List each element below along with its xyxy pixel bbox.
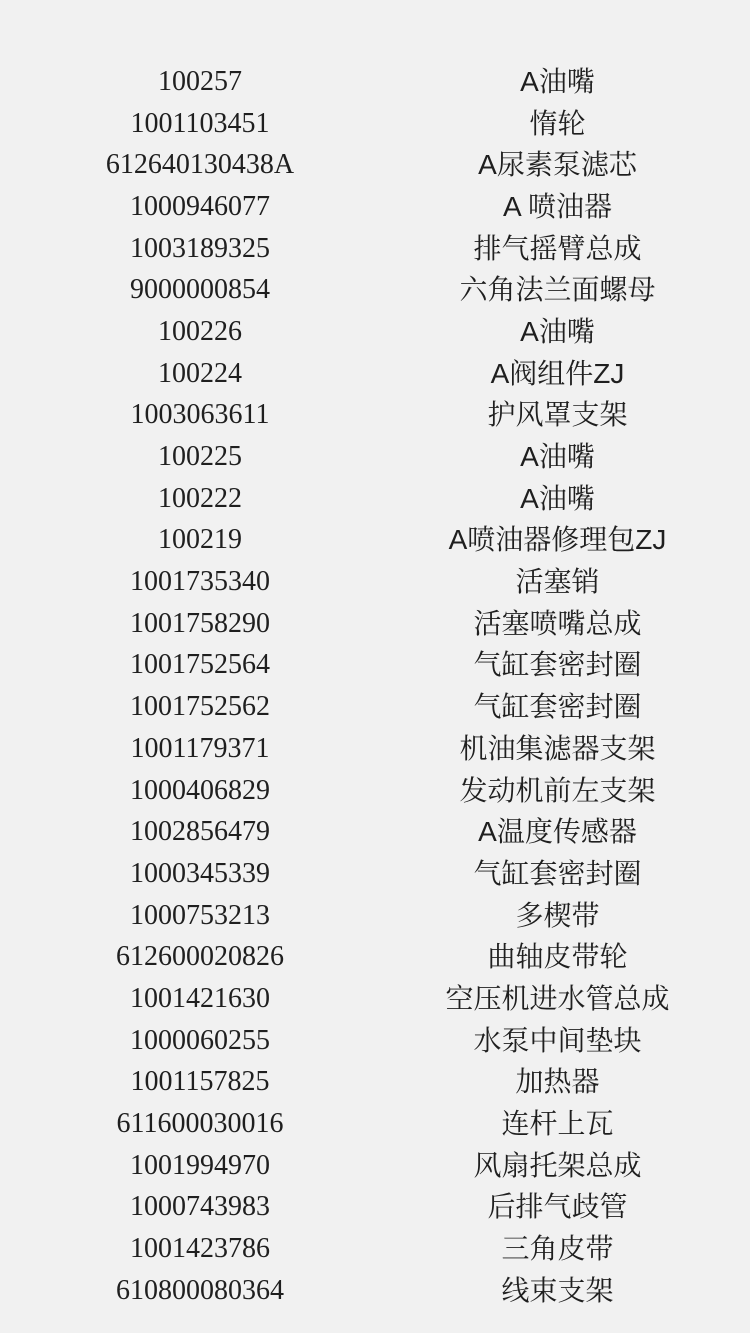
part-number-cell: 1001752564 bbox=[130, 649, 270, 681]
part-number-cell: 100224 bbox=[158, 357, 242, 389]
part-name-cell: 气缸套密封圈 bbox=[473, 649, 642, 681]
part-name-cell: A油嘴 bbox=[520, 65, 595, 97]
part-name-cell: A油嘴 bbox=[520, 482, 595, 514]
table-row bbox=[0, 395, 715, 437]
part-number-cell: 1001752562 bbox=[130, 691, 270, 723]
part-number-cell: 100219 bbox=[158, 524, 242, 556]
part-name-cell: 风扇托架总成 bbox=[473, 1149, 642, 1181]
part-number-cell: 1000743983 bbox=[130, 1191, 270, 1223]
part-number-cell: 9000000854 bbox=[130, 274, 270, 306]
part-number-cell: 1002856479 bbox=[130, 816, 270, 848]
table-row bbox=[0, 853, 715, 895]
table-row bbox=[0, 1062, 715, 1104]
part-name-cell: 三角皮带 bbox=[501, 1233, 614, 1265]
table-row bbox=[0, 1270, 715, 1312]
table-row bbox=[0, 436, 715, 478]
part-number-cell: 610800080364 bbox=[116, 1274, 284, 1306]
part-number-cell: 100222 bbox=[158, 482, 242, 514]
part-number-cell: 1003189325 bbox=[130, 232, 270, 264]
table-row bbox=[0, 1103, 715, 1145]
table-row bbox=[0, 811, 715, 853]
part-number-cell: 1000406829 bbox=[130, 774, 270, 806]
table-row bbox=[0, 603, 715, 645]
part-number-cell: 1001994970 bbox=[130, 1149, 270, 1181]
part-name-cell: A油嘴 bbox=[520, 315, 595, 347]
table-row bbox=[0, 561, 715, 603]
table-row bbox=[0, 186, 715, 228]
part-name-cell: A尿素泵滤芯 bbox=[478, 149, 637, 181]
table-row bbox=[0, 478, 715, 520]
part-number-cell: 612640130438A bbox=[105, 149, 295, 181]
parts-table bbox=[0, 61, 715, 1312]
part-number-cell: 1001179371 bbox=[130, 732, 270, 764]
part-name-cell: 气缸套密封圈 bbox=[473, 857, 642, 889]
table-row bbox=[0, 353, 715, 395]
part-number-cell: 1001157825 bbox=[130, 1066, 270, 1098]
table-row bbox=[0, 520, 715, 562]
part-name-cell: A油嘴 bbox=[520, 441, 595, 473]
table-row bbox=[0, 269, 715, 311]
table-row bbox=[0, 1145, 715, 1187]
part-name-cell: 气缸套密封圈 bbox=[473, 691, 642, 723]
part-name-cell: 六角法兰面螺母 bbox=[459, 274, 656, 306]
part-number-cell: 1000753213 bbox=[130, 899, 270, 931]
part-number-cell: 1000060255 bbox=[130, 1024, 270, 1056]
part-name-cell: 加热器 bbox=[515, 1066, 600, 1098]
part-number-cell: 1000345339 bbox=[130, 857, 270, 889]
part-number-cell: 1003063611 bbox=[130, 399, 270, 431]
part-number-cell: 1001103451 bbox=[130, 107, 270, 139]
part-name-cell: A温度传感器 bbox=[478, 816, 637, 848]
part-number-cell: 611600030016 bbox=[116, 1108, 284, 1140]
part-name-cell: 机油集滤器支架 bbox=[459, 732, 656, 764]
part-name-cell: 惰轮 bbox=[529, 107, 586, 139]
table-row bbox=[0, 103, 715, 145]
part-name-cell: 空压机进水管总成 bbox=[445, 982, 670, 1014]
table-row bbox=[0, 1187, 715, 1229]
table-row bbox=[0, 144, 715, 186]
part-name-cell: 护风罩支架 bbox=[487, 399, 628, 431]
table-row bbox=[0, 1020, 715, 1062]
part-name-cell: A 喷油器 bbox=[503, 190, 612, 222]
part-name-cell: 多楔带 bbox=[515, 899, 600, 931]
table-row bbox=[0, 686, 715, 728]
table-row bbox=[0, 311, 715, 353]
parts-table-body bbox=[0, 61, 715, 1312]
part-number-cell: 1001421630 bbox=[130, 982, 270, 1014]
part-number-cell: 1001735340 bbox=[130, 566, 270, 598]
part-name-cell: A喷油器修理包ZJ bbox=[448, 524, 667, 556]
part-number-cell: 1001758290 bbox=[130, 607, 270, 639]
part-name-cell: 发动机前左支架 bbox=[459, 774, 656, 806]
part-name-cell: 活塞销 bbox=[515, 566, 600, 598]
part-name-cell: 曲轴皮带轮 bbox=[487, 941, 628, 973]
part-number-cell: 1000946077 bbox=[130, 190, 270, 222]
part-name-cell: 水泵中间垫块 bbox=[473, 1024, 642, 1056]
table-row bbox=[0, 228, 715, 270]
table-row bbox=[0, 895, 715, 937]
table-row bbox=[0, 936, 715, 978]
part-name-cell: 排气摇臂总成 bbox=[473, 232, 642, 264]
table-row bbox=[0, 728, 715, 770]
table-row bbox=[0, 978, 715, 1020]
part-name-cell: A阀组件ZJ bbox=[490, 357, 625, 389]
part-name-cell: 连杆上瓦 bbox=[501, 1108, 614, 1140]
part-number-cell: 100226 bbox=[158, 315, 242, 347]
part-number-cell: 100225 bbox=[158, 441, 242, 473]
table-row bbox=[0, 645, 715, 687]
table-row bbox=[0, 1228, 715, 1270]
part-name-cell: 活塞喷嘴总成 bbox=[473, 607, 642, 639]
part-name-cell: 后排气歧管 bbox=[487, 1191, 628, 1223]
part-number-cell: 1001423786 bbox=[130, 1233, 270, 1265]
part-number-cell: 100257 bbox=[158, 65, 242, 97]
part-number-cell: 612600020826 bbox=[116, 941, 284, 973]
table-row bbox=[0, 61, 715, 103]
part-name-cell: 线束支架 bbox=[501, 1274, 614, 1306]
table-row bbox=[0, 770, 715, 812]
